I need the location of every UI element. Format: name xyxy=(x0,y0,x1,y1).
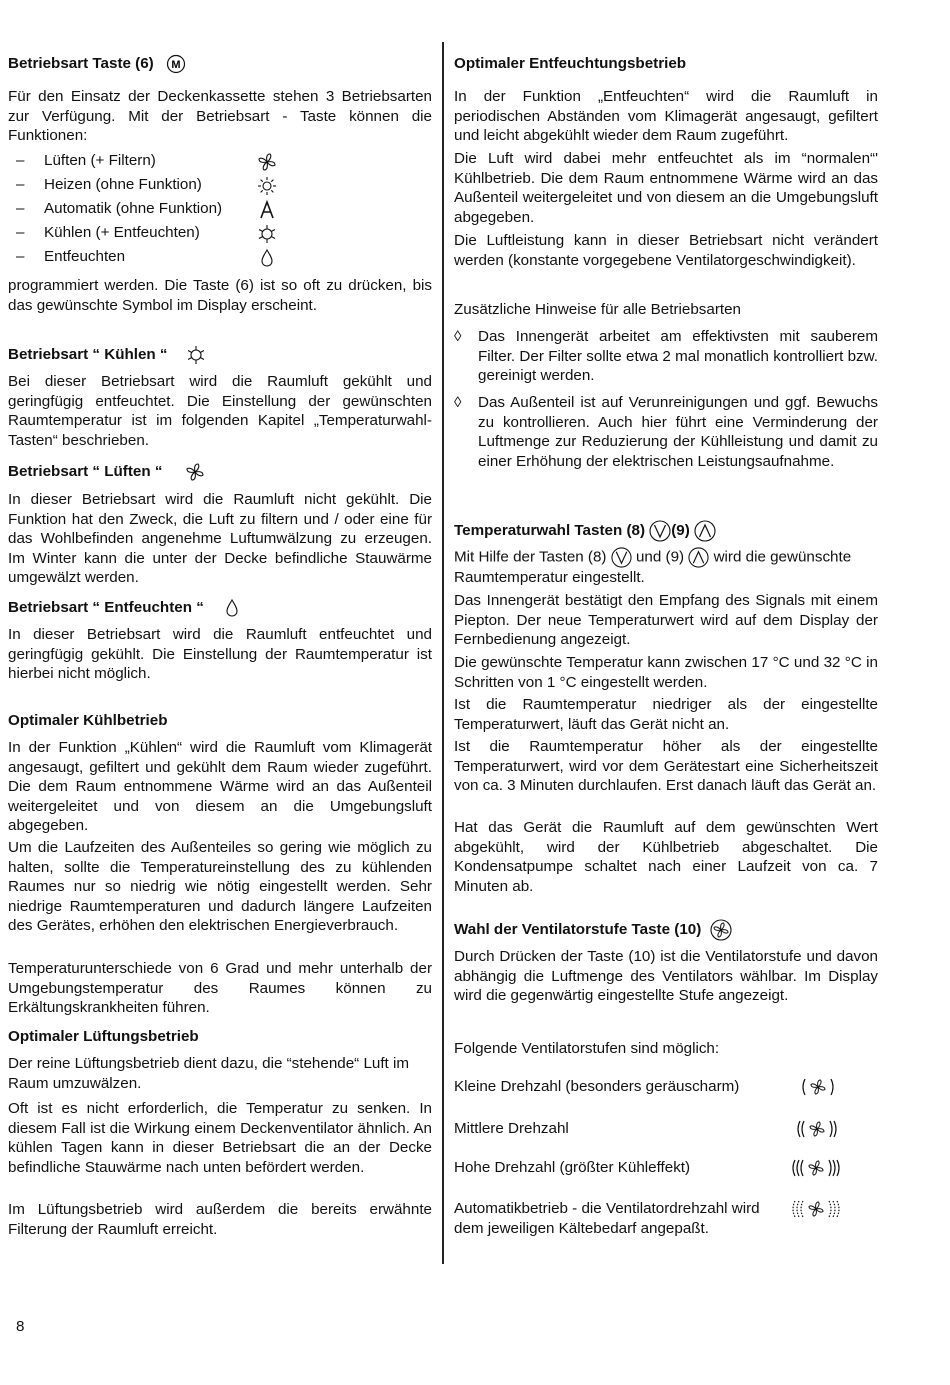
section-heading: Betriebsart “ Entfeuchten “ xyxy=(8,598,432,618)
fan-level-row xyxy=(454,1197,878,1241)
dehumidify-text: In dieser Betriebsart wird die Raumluft entfeuchtet und geringfügig gekühlt. Die Einstellung der Raumtemperatur ist hierbei nicht möglich. xyxy=(8,626,432,683)
optimal-ventilation-heading: Optimaler Lüftungsbetrieb xyxy=(8,1028,199,1045)
list-dash: – xyxy=(16,248,25,265)
optimal-dehumid-heading: Optimaler Entfeuchtungsbetrieb xyxy=(454,55,687,72)
arrow-up-key-icon xyxy=(694,520,716,542)
fan-high-icon xyxy=(790,1156,842,1180)
mode-item xyxy=(8,173,432,197)
ventilate-text: In dieser Betriebsart wird die Raumluft nicht gekühlt. Die Funktion hat den Zweck, die Luft zu filtern und / oder eine für das Wohlbefinden angenehme Luftumwälzung zu erzeugen. Im Winter kann die unter der Decke befindliche Stauwärme umgewälzt werden. xyxy=(8,491,432,587)
optimal-cooling-p2: Um die Laufzeiten des Außenteiles so gering wie möglich zu halten, sollte die Temperatureinstellung des zu kühlenden Raumes nur so niedrig wie nötig eingestellt werden. Sehr niedrige Raumtemperaturen und dadurch längere Laufzeiten des Gerätes, erhöhen den elektrischen Energieverbrauch. xyxy=(8,839,432,935)
fan-speed-p1: Durch Drücken der Taste (10) ist die Ventilatorstufe und davon abhängig die Luftmenge des Ventilators wählbar. Im Display wird die gegenwärtig eingestellte Stufe angezeigt. xyxy=(454,948,878,1005)
mode-item xyxy=(8,221,432,245)
optimal-ventilation-p1: Der reine Lüftungsbetrieb dient dazu, die “stehende“ Luft im Raum umzuwälzen. xyxy=(8,1055,410,1092)
mode-item xyxy=(8,197,432,221)
fan-low-icon xyxy=(800,1075,836,1099)
mode-label: Automatik (ohne Funktion) xyxy=(44,200,223,217)
mode-label: Lüften (+ Filtern) xyxy=(44,152,156,169)
fan-icon xyxy=(257,152,277,172)
fan-level-row xyxy=(454,1117,878,1141)
mode-label: Heizen (ohne Funktion) xyxy=(44,176,202,193)
temp-keys-p1-b: und (9) xyxy=(635,548,685,566)
sun-icon xyxy=(257,176,277,196)
drop-icon xyxy=(222,598,242,618)
fan-speed-p2: Folgende Ventilatorstufen sind möglich: xyxy=(454,1040,720,1057)
mode-list xyxy=(8,149,432,269)
temp-keys-p4: Ist die Raumtemperatur niedriger als der eingestellte Temperaturwert, läuft das Gerät nicht an. xyxy=(454,696,878,733)
bullet-mark: ◊ xyxy=(454,328,462,345)
page-number: 8 xyxy=(16,1318,25,1335)
list-item xyxy=(454,327,878,386)
optimal-dehumid-p3: Die Luftleistung kann in dieser Betriebsart nicht verändert werden (konstante vorgegebene Ventilatorgeschwindigkeit). xyxy=(454,232,878,269)
section-heading: Betriebsart “ Kühlen “ xyxy=(8,345,432,365)
mode-label: Kühlen (+ Entfeuchten) xyxy=(44,224,200,241)
cooling-section xyxy=(8,345,432,365)
section-heading: Temperaturwahl Tasten (8) (9) xyxy=(454,520,878,542)
optimal-dehumid-p1: In der Funktion „Entfeuchten“ wird die Raumluft in periodischen Abständen vom Klimagerät angesaugt, gefiltert und leicht abgekühlt wieder dem Raum zugeführt. xyxy=(454,88,878,145)
auto-icon xyxy=(257,200,277,220)
list-dash: – xyxy=(16,176,25,193)
section-heading: Betriebsart “ Lüften “ xyxy=(8,462,432,482)
cooling-text: Bei dieser Betriebsart wird die Raumluft gekühlt und geringfügig entfeuchtet. Die Einstellung der gewünschten Raumtemperatur ist im folgenden Kapitel „Temperaturwahl-Tasten“ beschrieben. xyxy=(8,373,432,449)
mode-item xyxy=(8,149,432,173)
section-heading: Wahl der Ventilatorstufe Taste (10) xyxy=(454,919,878,941)
optimal-dehumid-p2: Die Luft wird dabei mehr entfeuchtet als im “normalen“' Kühlbetrieb. Die dem Raum entnommene Wärme wird an das Außenteil weitergeleitet und von diesem an die Umgebungsluft abgegeben. xyxy=(454,150,878,226)
fan-level-row xyxy=(454,1075,878,1099)
fan-key-icon xyxy=(710,919,732,941)
snowflake-icon xyxy=(257,224,277,244)
temp-keys-section xyxy=(454,520,878,542)
mode-key-icon xyxy=(166,54,186,74)
arrow-down-key-icon xyxy=(649,520,671,542)
ventilate-section xyxy=(8,462,432,482)
list-dash: – xyxy=(16,200,25,217)
fan-medium-icon xyxy=(795,1117,839,1141)
temp-keys-p3: Die gewünschte Temperatur kann zwischen 17 °C und 32 °C in Schritten von 1 °C eingestellt werden. xyxy=(454,654,878,691)
temp-keys-p2: Das Innengerät bestätigt den Empfang des Signals mit einem Piepton. Der neue Temperaturwert wird auf dem Display der Fernbedienung angezeigt. xyxy=(454,592,878,649)
bullet-mark: ◊ xyxy=(454,394,462,411)
temp-keys-p1-c: wird die gewünschte Raumtemperatur eingestellt. xyxy=(454,548,852,586)
optimal-cooling-p1: In der Funktion „Kühlen“ wird die Raumluft vom Klimagerät angesaugt, gefiltert und gekühlt dem Raum wieder zugeführt. Die dem Raum entnommene Wärme wird an das Außenteil weitergeleitet und von diesem an die Umgebungsluft abgegeben. xyxy=(8,739,432,835)
fan-icon xyxy=(185,462,205,482)
optimal-ventilation-p3: Im Lüftungsbetrieb wird außerdem die bereits erwähnte Filterung der Raumluft erreicht. xyxy=(8,1201,432,1238)
fan-level-label: Hohe Drehzahl (größter Kühleffekt) xyxy=(454,1159,691,1176)
bullet-text: Das Außenteil ist auf Verunreinigungen und ggf. Bewuchs zu kontrollieren. Auch hier führt eine Verminderung der Luftmenge zur Reduzierung der Kühlleistung und damit zu einer Erhöhung der elektrischen Leistungsaufnahme. xyxy=(478,394,878,470)
optimal-cooling-p3: Temperaturunterschiede von 6 Grad und mehr unterhalb der Umgebungstemperatur des Raumes können zu Erkältungskrankheiten führen. xyxy=(8,960,432,1017)
mode-key-section xyxy=(8,54,432,74)
mode-item xyxy=(8,245,432,269)
optimal-dehumid-p4: Zusätzliche Hinweise für alle Betriebsarten xyxy=(454,301,742,318)
list-dash: – xyxy=(16,152,25,169)
optimal-cooling-heading: Optimaler Kühlbetrieb xyxy=(8,712,168,729)
fan-level-row xyxy=(454,1156,878,1180)
fan-level-label: Mittlere Drehzahl xyxy=(454,1120,569,1137)
mode-key-letter: M xyxy=(171,59,181,71)
list-dash: – xyxy=(16,224,25,241)
fan-auto-icon xyxy=(790,1197,842,1221)
snowflake-icon xyxy=(186,345,206,365)
temp-keys-p1 xyxy=(454,547,878,588)
temp-keys-p6: Hat das Gerät die Raumluft auf dem gewünschten Wert abgekühlt, wird der Kühlbetrieb abgeschaltet. Die Kondensatpumpe schaltet nach einer Laufzeit von ca. 7 Minuten ab. xyxy=(454,819,878,895)
mode-key-outro: programmiert werden. Die Taste (6) ist so oft zu drücken, bis das gewünschte Symbol im Display erscheint. xyxy=(8,277,432,314)
optimal-ventilation-p2: Oft ist es nicht erforderlich, die Temperatur zu senken. In diesem Fall ist die Wirkung einem Deckenventilator ähnlich. An kühlen Tagen kann in dieser Betriebsart die an der Decke befindliche Stauwärme nach unten befördert werden. xyxy=(8,1100,432,1176)
fan-level-label: Kleine Drehzahl (besonders geräuscharm) xyxy=(454,1078,740,1095)
arrow-down-key-icon xyxy=(611,547,632,568)
section-heading: Betriebsart Taste (6) M xyxy=(8,54,432,74)
temp-keys-p5: Ist die Raumtemperatur höher als der eingestellte Temperaturwert, wird vor dem Gerätestart eine Sicherheitszeit von ca. 3 Minuten durchlaufen. Erst danach läuft das Gerät an. xyxy=(454,738,878,795)
mode-key-intro: Für den Einsatz der Deckenkassette stehen 3 Betriebsarten zur Verfügung. Mit der Betriebsart - Taste können die Funktionen: xyxy=(8,88,432,145)
temp-keys-p1-a: Mit Hilfe der Tasten (8) xyxy=(454,548,607,566)
mode-label: Entfeuchten xyxy=(44,248,126,265)
list-item xyxy=(454,393,878,471)
fan-speed-section xyxy=(454,919,878,941)
bullet-text: Das Innengerät arbeitet am effektivsten mit sauberem Filter. Der Filter sollte etwa 2 mal monatlich kontrolliert bzw. gereinigt werden. xyxy=(478,328,878,385)
drop-icon xyxy=(257,248,277,268)
arrow-up-key-icon xyxy=(688,547,709,568)
fan-level-label: Automatikbetrieb - die Ventilatordrehzahl wird dem jeweiligen Kältebedarf angepaßt. xyxy=(454,1200,760,1237)
column-divider xyxy=(442,42,444,1264)
dehumidify-section xyxy=(8,598,432,618)
